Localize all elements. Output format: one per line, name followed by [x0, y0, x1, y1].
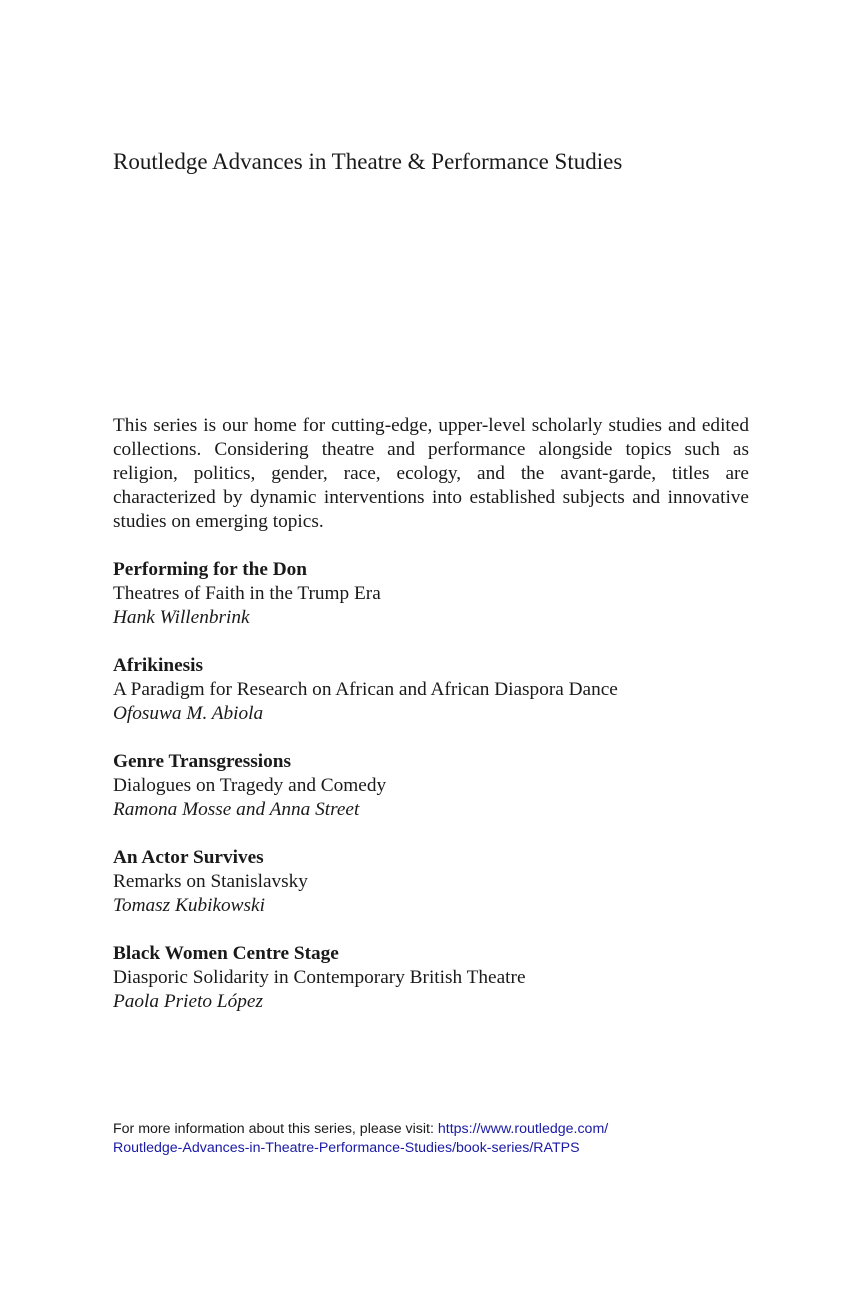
- series-description: This series is our home for cutting-edge, upper-level scholarly studies and edited collections. Considering theatre and performance alongside topics such as religion, politics, gender, race, ecology, and the avant-garde, titles are characterized by dynamic interventions into established subjects and innovative studies on emerging topics.: [113, 415, 749, 532]
- book-author: Hank Willenbrink: [113, 607, 250, 628]
- book-author: Ofosuwa M. Abiola: [113, 703, 264, 724]
- series-title: Routledge Advances in Theatre & Performance Studies: [113, 149, 623, 174]
- book-entry: [113, 942, 753, 1014]
- book-title: An Actor Survives: [113, 847, 264, 868]
- book-title: Genre Transgressions: [113, 751, 292, 772]
- book-author: Paola Prieto López: [113, 991, 263, 1012]
- book-title: Black Women Centre Stage: [113, 943, 339, 964]
- series-info-footer: [113, 1120, 753, 1158]
- book-entry: [113, 846, 753, 918]
- book-author: Tomasz Kubikowski: [113, 895, 265, 916]
- series-link-line1[interactable]: https://www.routledge.com/: [437, 1121, 609, 1137]
- series-link-line2[interactable]: Routledge-Advances-in-Theatre-Performance-Studies/book-series/RATPS: [113, 1140, 580, 1156]
- book-subtitle: A Paradigm for Research on African and African Diaspora Dance: [113, 679, 618, 700]
- book-entry: [113, 750, 753, 822]
- book-author: Ramona Mosse and Anna Street: [113, 799, 360, 820]
- book-entry: [113, 558, 753, 630]
- book-title: Afrikinesis: [113, 655, 203, 676]
- book-subtitle: Dialogues on Tragedy and Comedy: [113, 775, 387, 796]
- footer-text: For more information about this series, please visit:: [113, 1121, 438, 1137]
- book-subtitle: Diasporic Solidarity in Contemporary British Theatre: [113, 967, 526, 988]
- book-title: Performing for the Don: [113, 559, 308, 580]
- book-subtitle: Theatres of Faith in the Trump Era: [113, 583, 381, 604]
- book-subtitle: Remarks on Stanislavsky: [113, 871, 308, 892]
- book-entry: [113, 654, 753, 726]
